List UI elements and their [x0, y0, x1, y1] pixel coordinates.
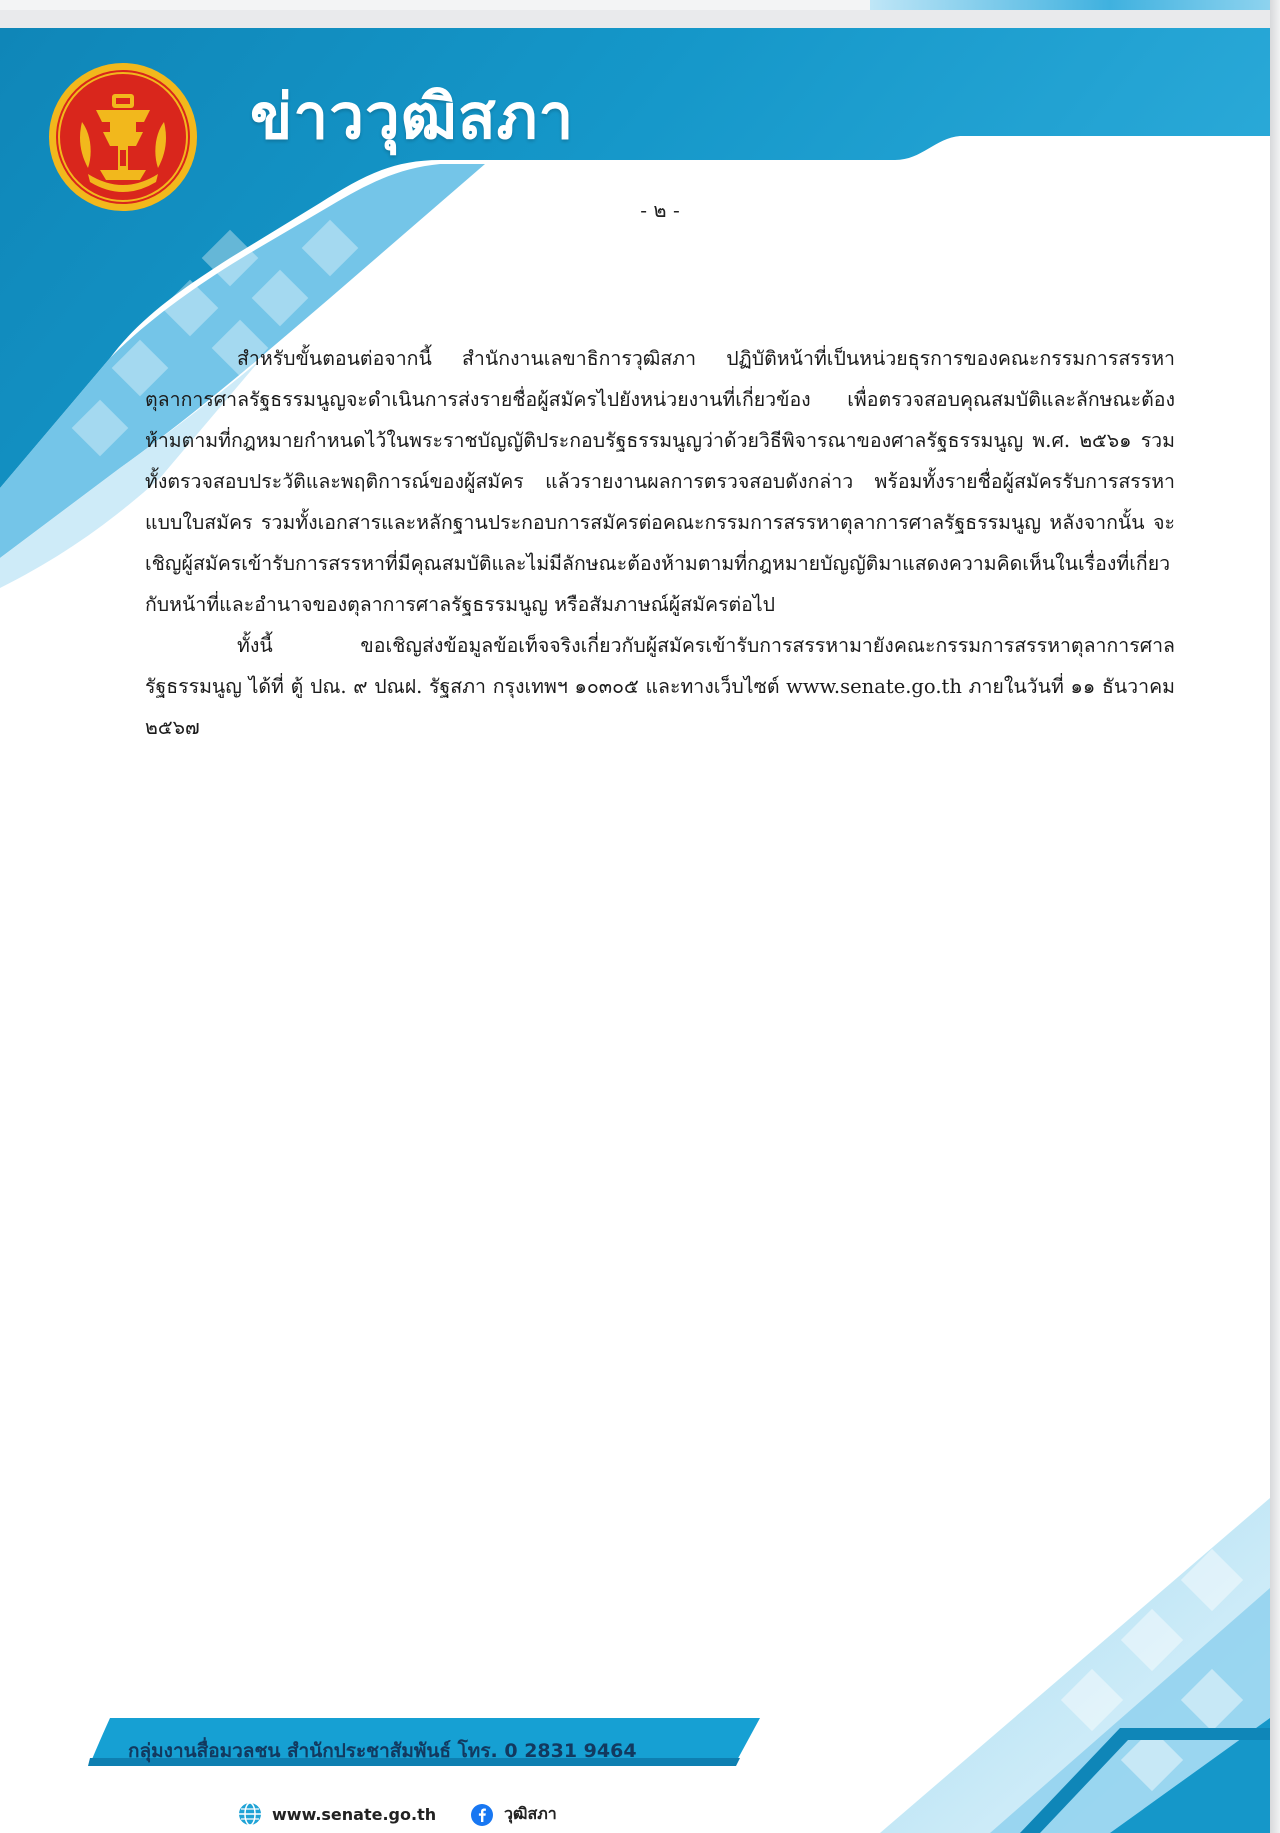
facebook-icon — [470, 1803, 494, 1827]
globe-icon — [238, 1802, 262, 1826]
parliament-emblem-icon — [48, 62, 198, 212]
top-strip-accent — [870, 0, 1270, 10]
paragraph: ทั้งนี้ ขอเชิญส่งข้อมูลข้อเท็จจริงเกี่ยวกับผู้สมัครเข้ารับการสรรหามายังคณะกรรมการสรรหาตุลาการศาลรัฐธรรมนูญ ได้ที่ ตู้ ปณ. ๙ ปณฝ. รัฐสภา กรุงเทพฯ ๑๐๓๐๕ และทางเว็บไซต์ www.senate.go.th ภายในวันที่ ๑๑ ธันวาคม ๒๕๖๗ — [145, 634, 1175, 739]
header-title: ข่าววุฒิสภา — [250, 80, 575, 153]
facebook-label[interactable]: วุฒิสภา — [504, 1804, 557, 1823]
page-number: - ๒ - — [640, 198, 680, 222]
paragraph: สำหรับขั้นตอนต่อจากนี้ สำนักงานเลขาธิการวุฒิสภา ปฏิบัติหน้าที่เป็นหน่วยธุรการของคณะกรรมการสรรหาตุลาการศาลรัฐธรรมนูญจะดำเนินการส่งรายชื่อผู้สมัครไปยังหน่วยงานที่เกี่ยวข้อง เพื่อตรวจสอบคุณสมบัติและลักษณะต้องห้ามตามที่กฎหมายกำหนดไว้ในพระราชบัญญัติประกอบรัฐธรรมนูญว่าด้วยวิธีพิจารณาของศาลรัฐธรรมนูญ พ.ศ. ๒๕๖๑ รวมทั้งตรวจสอบประวัติและพฤติการณ์ของผู้สมัคร แล้วรายงานผลการตรวจสอบดังกล่าว พร้อมทั้งรายชื่อผู้สมัครรับการสรรหา แบบใบสมัคร รวมทั้งเอกสารและหลักฐานประกอบการสมัครต่อคณะกรรมการสรรหาตุลาการศาลรัฐธรรมนูญ หลังจากนั้น จะเชิญผู้สมัครเข้ารับการสรรหาที่มีคุณสมบัติและไม่มีลักษณะต้องห้ามตามที่กฎหมายบัญญัติมาแสดงความคิดเห็นในเรื่องที่เกี่ยวกับหน้าที่และอำนาจของตุลาการศาลรัฐธรรมนูญ หรือสัมภาษณ์ผู้สมัครต่อไป — [145, 347, 1175, 616]
website-label[interactable]: www.senate.go.th — [272, 1804, 437, 1824]
footer-website[interactable] — [238, 1802, 436, 1826]
page-edge-shadow — [1270, 0, 1280, 1833]
body-text — [145, 338, 1175, 748]
footer-contact-band: กลุ่มงานสื่อมวลชน สำนักประชาสัมพันธ์ โทร. 0 2831 9464 — [128, 1740, 637, 1762]
footer-facebook[interactable] — [470, 1802, 557, 1827]
document-page — [0, 28, 1270, 1833]
header-background — [0, 28, 1270, 1833]
